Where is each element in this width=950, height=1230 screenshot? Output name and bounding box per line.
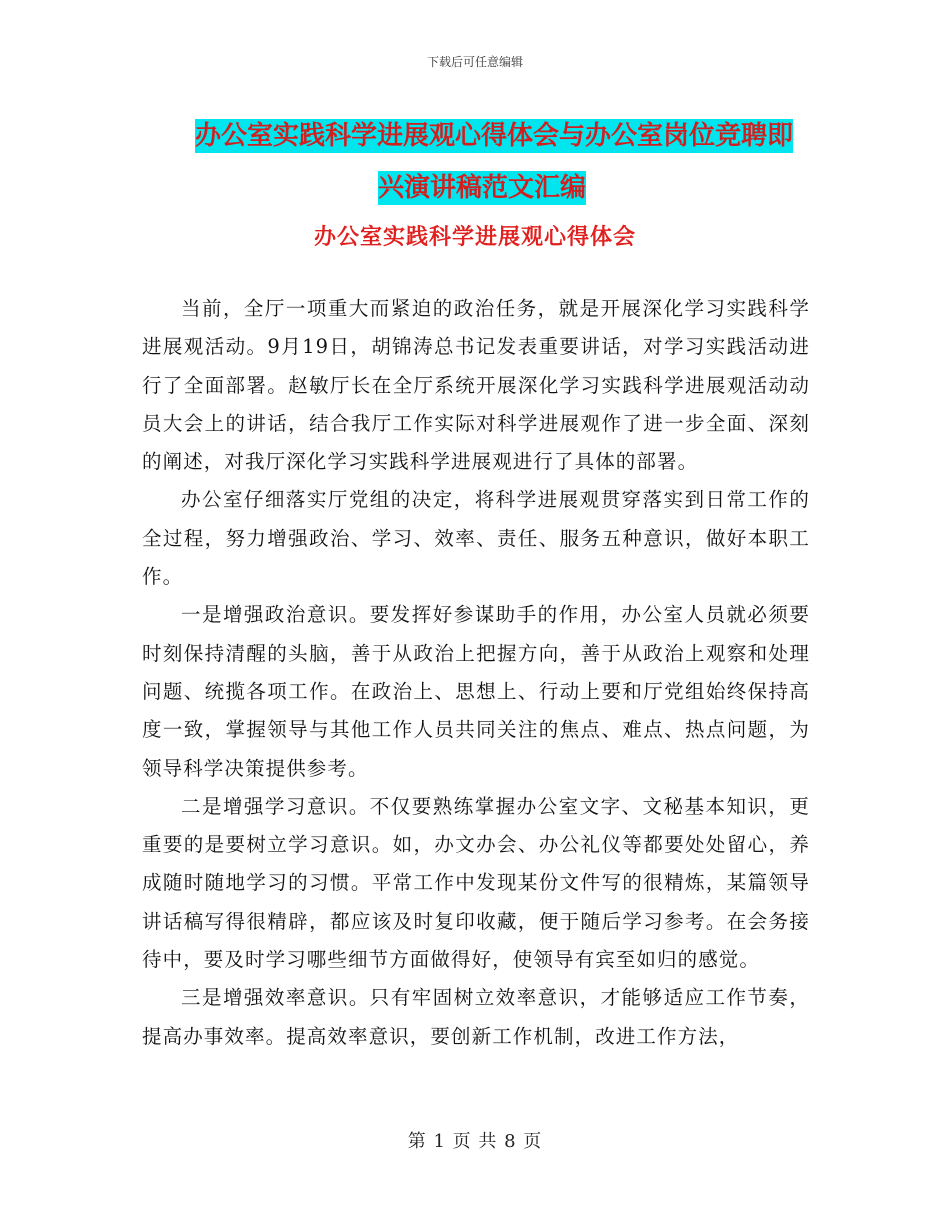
section-title: 办公室实践科学进展观心得体会	[313, 224, 636, 250]
title-line-1-text: 办公室实践科学进展观心得体会与办公室岗位竞聘即	[195, 121, 794, 151]
document-body	[142, 290, 810, 1056]
title-line-1	[150, 110, 830, 162]
page-number-footer: 第 1 页 共 8 页	[407, 1131, 543, 1152]
title-line-2	[150, 162, 830, 214]
paragraph: 当前，全厅一项重大而紧迫的政治任务，就是开展深化学习实践科学进展观活动。9月19日，胡锦涛总书记发表重要讲话，对学习实践活动进行了全面部署。赵敏厅长在全厅系统开展深化学习实践科学进展观活动动员大会上的讲话，结合我厅工作实际对科学进展观作了进一步全面、深刻的阐述，对我厅深化学习实践科学进展观进行了具体的部署。	[142, 297, 810, 474]
paragraph: 三是增强效率意识。只有牢固树立效率意识，才能够适应工作节奏，提高办事效率。提高效率意识，要创新工作机制，改进工作方法，	[142, 986, 810, 1048]
document-title	[150, 110, 830, 214]
title-line-2-text: 兴演讲稿范文汇编	[378, 173, 587, 203]
page-header-note: 下载后可任意编辑	[426, 55, 523, 69]
paragraph: 二是增强学习意识。不仅要熟练掌握办公室文字、文秘基本知识，更重要的是要树立学习意识。如，办文办会、办公礼仪等都要处处留心，养成随时随地学习的习惯。平常工作中发现某份文件写的很精炼，某篇领导讲话稿写得很精辟，都应该及时复印收藏，便于随后学习参考。在会务接待中，要及时学习哪些细节方面做得好，使领导有宾至如归的感觉。	[142, 794, 810, 972]
paragraph: 办公室仔细落实厅党组的决定，将科学进展观贯穿落实到日常工作的全过程，努力增强政治、学习、效率、责任、服务五种意识，做好本职工作。	[142, 488, 810, 589]
paragraph: 一是增强政治意识。要发挥好参谋助手的作用，办公室人员就必须要时刻保持清醒的头脑，善于从政治上把握方向，善于从政治上观察和处理问题、统揽各项工作。在政治上、思想上、行动上要和厅党组始终保持高度一致，掌握领导与其他工作人员共同关注的焦点、难点、热点问题，为领导科学决策提供参考。	[142, 603, 810, 780]
